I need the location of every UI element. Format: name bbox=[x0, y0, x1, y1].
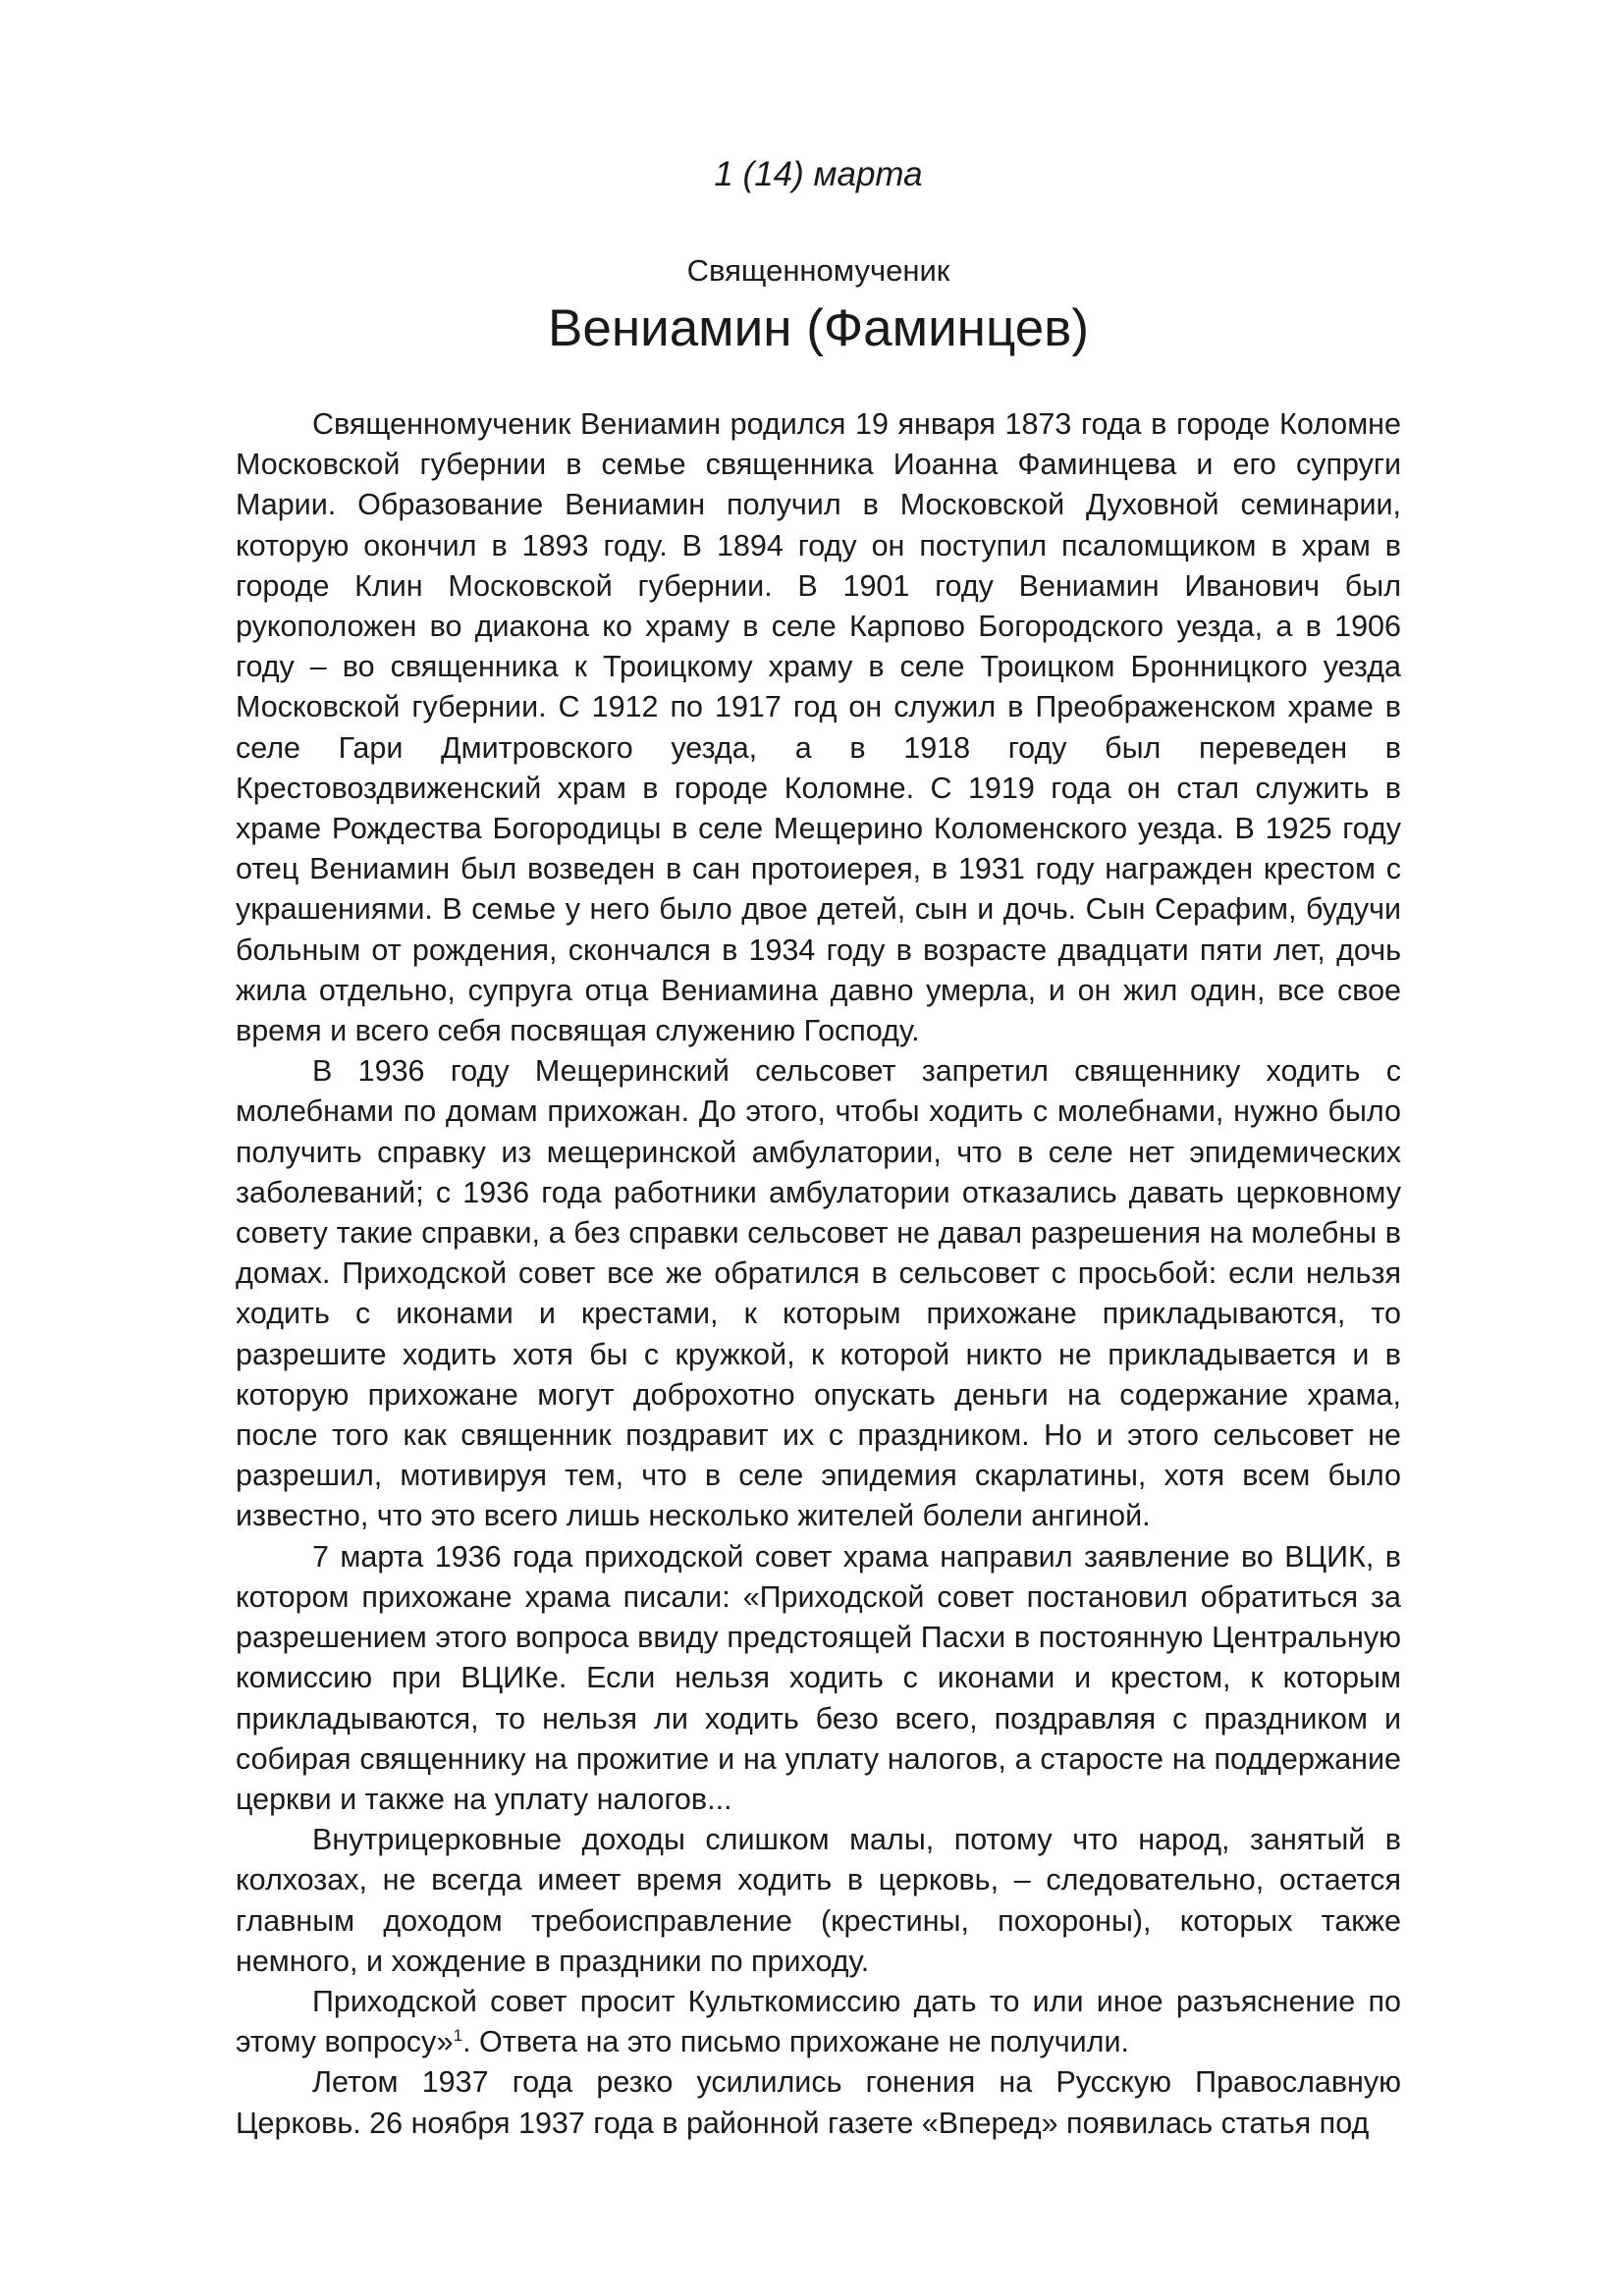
paragraph-biography: Священномученик Вениамин родился 19 января 1873 года в городе Коломне Московской губернии в семье священника Иоанна Фаминцева и его супруги Марии. Образование Вениамин получил в Московской Духовной семинарии, которую окончил в 1893 году. В 1894 году он поступил псаломщиком в храм в городе Клин Московской губернии. В 1901 году Вениамин Иванович был рукоположен во диакона ко храму в селе Карпово Богородского уезда, а в 1906 году – во священника к Троицкому храму в селе Троицком Бронницкого уезда Московской губернии. С 1912 по 1917 год он служил в Преображенском храме в селе Гари Дмитровского уезда, а в 1918 году был переведен в Крестовоздвиженский храм в городе Коломне. С 1919 года он стал служить в храме Рождества Богородицы в селе Мещерино Коломенского уезда. В 1925 году отец Вениамин был возведен в сан протоиерея, в 1931 году награжден крестом с украшениями. В семье у него было двое детей, сын и дочь. Сын Серафим, будучи больным от рождения, скончался в 1934 году в возрасте двадцати пяти лет, дочь жила отдельно, супруга отца Вениамина давно умерла, и он жил один, все свое время и всего себя посвящая служению Господу. bbox=[236, 407, 1401, 1048]
body-text bbox=[236, 404, 1401, 2144]
paragraph-petition: 7 марта 1936 года приходской совет храма направил заявление во ВЦИК, в котором прихожане храма писали: «Приходской совет постановил обратиться за разрешением этого вопроса ввиду предстоящей Пасхи в постоянную Центральную комиссию при ВЦИКе. Если нельзя ходить с иконами и крестом, к которым прикладываются, то нельзя ли ходить безо всего, поздравляя с праздником и собирая священнику на прожитие и на уплату налогов, а старосте на поддержание церкви и также на уплату налогов... bbox=[236, 1539, 1401, 1816]
paragraph-income: Внутрицерковные доходы слишком малы, потому что народ, занятый в колхозах, не всегда имеет время ходить в церковь, – следовательно, остается главным доходом требоисправление (крестины, похороны), которых также немного, и хождение в праздники по приходу. bbox=[236, 1823, 1401, 1978]
request-text: Приходской совет просит Культкомиссию дать то или иное разъяснение по этому вопросу» bbox=[236, 1984, 1401, 2059]
request-text-end: . Ответа на это письмо прихожане не получили. bbox=[462, 2025, 1129, 2059]
feast-date: 1 (14) марта bbox=[714, 155, 923, 193]
saint-rank: Священномученик bbox=[686, 253, 950, 288]
footnote-ref[interactable]: 1 bbox=[453, 2025, 463, 2045]
paragraph-persecution: Летом 1937 года резко усилились гонения на Русскую Православную Церковь. 26 ноября 1937 года в районной газете «Вперед» появилась статья под bbox=[236, 2065, 1401, 2140]
saint-name: Вениамин (Фаминцев) bbox=[548, 299, 1089, 357]
paragraph-request bbox=[236, 1982, 1401, 2062]
paragraph-prohibition: В 1936 году Мещеринский сельсовет запретил священнику ходить с молебнами по домам прихожан. До этого, чтобы ходить с молебнами, нужно было получить справку из мещеринской амбулатории, что в селе нет эпидемических заболеваний; с 1936 года работники амбулатории отказались давать церковному совету такие справки, а без справки сельсовет не давал разрешения на молебны в домах. Приходской совет все же обратился в сельсовет с просьбой: если нельзя ходить с иконами и крестами, к которым прихожане прикладываются, то разрешите ходить хотя бы с кружкой, к которой никто не прикладывается и в которую прихожане могут доброхотно опускать деньги на содержание храма, после того как священник поздравит их с праздником. Но и этого сельсовет не разрешил, мотивируя тем, что в селе эпидемия скарлатины, хотя всем было известно, что это всего лишь несколько жителей болели ангиной. bbox=[236, 1054, 1401, 1533]
